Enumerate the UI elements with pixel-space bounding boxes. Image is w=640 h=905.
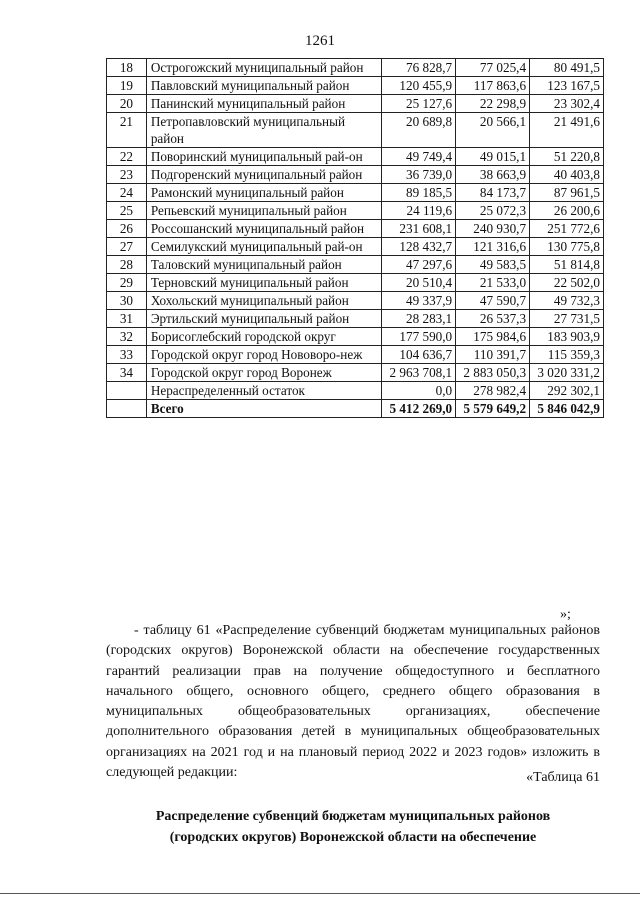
table-row — [107, 220, 604, 238]
table-cell-val: 2 963 708,1 — [382, 364, 456, 382]
table-cell-val: 51 220,8 — [530, 148, 604, 166]
table-cell-val: 5 412 269,0 — [382, 400, 456, 418]
amendment-paragraph: - таблицу 61 «Распределение субвенций бюджетам муниципальных районов (городских округов) Воронежской области на обеспечение государственных гарантий реализации прав на получение общедоступного и бесплатного начального общего, основного общего, среднего общего образования в муниципальных общеобразовательных организациях, обеспечение дополнительного образования детей в муниципальных общеобразовательных организациях на 2021 год и на плановый период 2022 и 2023 годов» изложить в следующей редакции: — [106, 623, 600, 781]
table-row — [107, 77, 604, 95]
table-cell-name: Семилукский муниципальный рай-он — [146, 238, 381, 256]
table-cell-name: Репьевский муниципальный район — [146, 202, 381, 220]
table-cell-val: 26 537,3 — [456, 310, 530, 328]
table-cell-val: 128 432,7 — [382, 238, 456, 256]
table-cell-val: 240 930,7 — [456, 220, 530, 238]
table-cell-val: 76 828,7 — [382, 59, 456, 77]
table-cell-val: 49 337,9 — [382, 292, 456, 310]
table-cell-val: 36 739,0 — [382, 166, 456, 184]
table-cell-val: 231 608,1 — [382, 220, 456, 238]
table-cell-num: 24 — [107, 184, 147, 202]
table-cell-name: Панинский муниципальный район — [146, 95, 381, 113]
table-cell-val: 183 903,9 — [530, 328, 604, 346]
table-cell-val: 49 732,3 — [530, 292, 604, 310]
table-cell-num: 33 — [107, 346, 147, 364]
table-cell-name: Рамонский муниципальный район — [146, 184, 381, 202]
table-cell-val: 23 302,4 — [530, 95, 604, 113]
table-cell-val: 38 663,9 — [456, 166, 530, 184]
table-cell-val: 49 015,1 — [456, 148, 530, 166]
table-row — [107, 238, 604, 256]
table-cell-num: 18 — [107, 59, 147, 77]
page-number: 1261 — [305, 33, 335, 49]
table-cell-val: 26 200,6 — [530, 202, 604, 220]
table-cell-name: Эртильский муниципальный район — [146, 310, 381, 328]
table-cell-name: Павловский муниципальный район — [146, 77, 381, 95]
table-cell-num: 23 — [107, 166, 147, 184]
table-cell-val: 175 984,6 — [456, 328, 530, 346]
table-cell-val: 49 583,5 — [456, 256, 530, 274]
total-row — [107, 400, 604, 418]
table-cell-val: 123 167,5 — [530, 77, 604, 95]
table-cell-name: Поворинский муниципальный рай-он — [146, 148, 381, 166]
table-cell-num: 25 — [107, 202, 147, 220]
table-cell-name: Россошанский муниципальный район — [146, 220, 381, 238]
table-row — [107, 113, 604, 148]
table-cell-num: 34 — [107, 364, 147, 382]
table-cell-val: 24 119,6 — [382, 202, 456, 220]
table-caption: «Таблица 61 — [526, 770, 600, 785]
heading-line: (городских округов) Воронежской области на обеспечение — [169, 830, 537, 845]
table-cell-val: 115 359,3 — [530, 346, 604, 364]
heading-line: Распределение субвенций бюджетам муниципальных районов — [155, 809, 551, 824]
table-cell-val: 89 185,5 — [382, 184, 456, 202]
table-cell-name: Петропавловский муниципальный район — [146, 113, 381, 148]
table-cell-val: 47 297,6 — [382, 256, 456, 274]
table-cell-val: 251 772,6 — [530, 220, 604, 238]
table-row — [107, 59, 604, 77]
table-cell-val: 117 863,6 — [456, 77, 530, 95]
table-cell-val: 21 533,0 — [456, 274, 530, 292]
table-cell-val: 77 025,4 — [456, 59, 530, 77]
table-cell-val: 22 502,0 — [530, 274, 604, 292]
table-cell-val: 104 636,7 — [382, 346, 456, 364]
table-cell-num — [107, 400, 147, 418]
table-cell-name: Подгоренский муниципальный район — [146, 166, 381, 184]
table-cell-val: 80 491,5 — [530, 59, 604, 77]
table-cell-num: 20 — [107, 95, 147, 113]
table-cell-val: 177 590,0 — [382, 328, 456, 346]
table-cell-num: 26 — [107, 220, 147, 238]
table-cell-num — [107, 382, 147, 400]
table-row — [107, 382, 604, 400]
table-cell-name: Городской округ город Нововоро-неж — [146, 346, 381, 364]
table-row — [107, 95, 604, 113]
table-cell-num: 30 — [107, 292, 147, 310]
table-cell-val: 292 302,1 — [530, 382, 604, 400]
table-cell-val: 25 072,3 — [456, 202, 530, 220]
table-cell-val: 84 173,7 — [456, 184, 530, 202]
table-cell-num: 28 — [107, 256, 147, 274]
table-row — [107, 328, 604, 346]
table-cell-val: 5 579 649,2 — [456, 400, 530, 418]
table-cell-name: Таловский муниципальный район — [146, 256, 381, 274]
table-cell-val: 28 283,1 — [382, 310, 456, 328]
table-cell-val: 0,0 — [382, 382, 456, 400]
table-cell-val: 20 689,8 — [382, 113, 456, 148]
table-cell-val: 120 455,9 — [382, 77, 456, 95]
table-row — [107, 292, 604, 310]
table-cell-name: Хохольский муниципальный район — [146, 292, 381, 310]
table-cell-val: 51 814,8 — [530, 256, 604, 274]
table-heading — [106, 806, 600, 848]
table-cell-val: 21 491,6 — [530, 113, 604, 148]
subvention-table — [106, 58, 604, 418]
table-cell-val: 20 510,4 — [382, 274, 456, 292]
table-cell-num: 22 — [107, 148, 147, 166]
scan-edge-line — [0, 893, 640, 894]
table-cell-val: 25 127,6 — [382, 95, 456, 113]
table-cell-val: 5 846 042,9 — [530, 400, 604, 418]
table-cell-val: 47 590,7 — [456, 292, 530, 310]
table-cell-val: 40 403,8 — [530, 166, 604, 184]
table-cell-name: Острогожский муниципальный район — [146, 59, 381, 77]
table-row — [107, 184, 604, 202]
table-row — [107, 364, 604, 382]
table-cell-name: Всего — [146, 400, 381, 418]
table-cell-val: 49 749,4 — [382, 148, 456, 166]
table-cell-val: 87 961,5 — [530, 184, 604, 202]
table-cell-val: 27 731,5 — [530, 310, 604, 328]
table-cell-num: 21 — [107, 113, 147, 148]
table-row — [107, 256, 604, 274]
table-row — [107, 310, 604, 328]
table-cell-num: 27 — [107, 238, 147, 256]
table-cell-val: 110 391,7 — [456, 346, 530, 364]
table-cell-num: 32 — [107, 328, 147, 346]
table-cell-name: Терновский муниципальный район — [146, 274, 381, 292]
table-cell-val: 2 883 050,3 — [456, 364, 530, 382]
table-cell-name: Нераспределенный остаток — [146, 382, 381, 400]
table-row — [107, 202, 604, 220]
table-row — [107, 148, 604, 166]
table-cell-val: 22 298,9 — [456, 95, 530, 113]
table-cell-num: 19 — [107, 77, 147, 95]
table-cell-val: 3 020 331,2 — [530, 364, 604, 382]
table-cell-num: 29 — [107, 274, 147, 292]
table-cell-val: 121 316,6 — [456, 238, 530, 256]
table-cell-name: Городской округ город Воронеж — [146, 364, 381, 382]
closing-quote-mark: »; — [560, 607, 571, 622]
table-row — [107, 166, 604, 184]
table-row — [107, 346, 604, 364]
table-cell-num: 31 — [107, 310, 147, 328]
table-cell-name: Борисоглебский городской округ — [146, 328, 381, 346]
table-row — [107, 274, 604, 292]
table-cell-val: 130 775,8 — [530, 238, 604, 256]
table-cell-val: 20 566,1 — [456, 113, 530, 148]
table-cell-val: 278 982,4 — [456, 382, 530, 400]
